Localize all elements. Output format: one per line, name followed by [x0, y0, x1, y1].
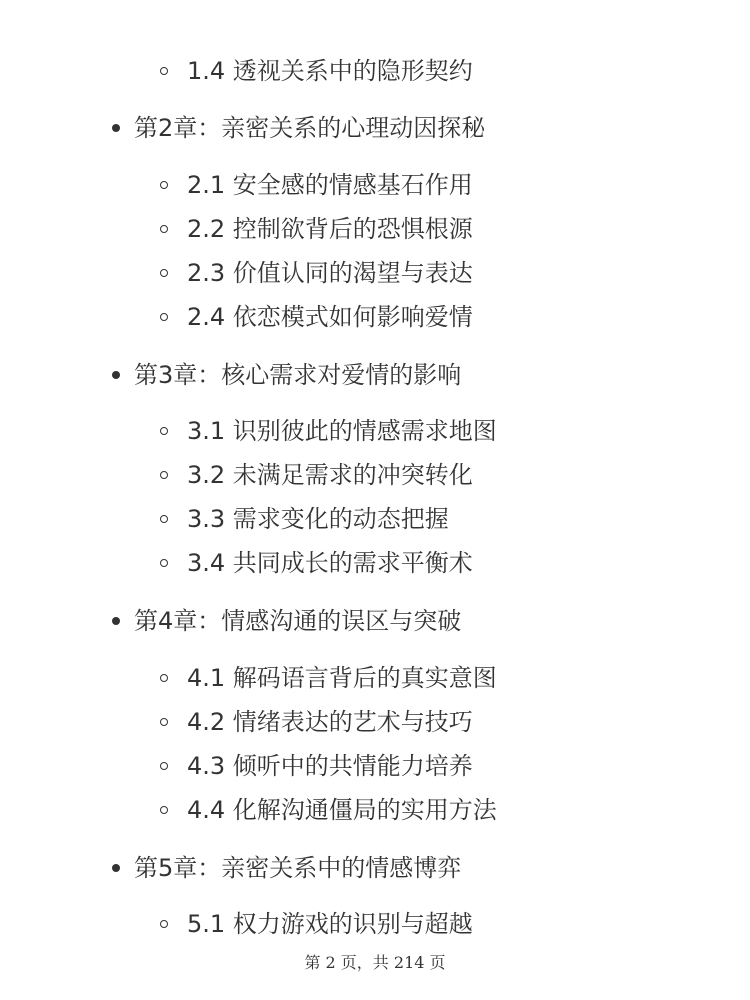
toc-section-item — [160, 297, 473, 337]
toc-section-item — [160, 658, 497, 698]
toc-section-item — [160, 543, 473, 583]
toc-section-item — [160, 746, 473, 786]
toc-section-item — [160, 411, 497, 451]
filled-bullet-icon — [112, 864, 120, 872]
toc-section-item — [160, 209, 473, 249]
hollow-bullet-icon — [160, 471, 168, 479]
toc-section-item — [160, 51, 473, 91]
hollow-bullet-icon — [160, 920, 168, 928]
hollow-bullet-icon — [160, 718, 168, 726]
toc-section-label: 3.2 未满足需求的冲突转化 — [187, 461, 473, 489]
toc-section-label: 5.1 权力游戏的识别与超越 — [187, 910, 473, 938]
toc-section-label: 4.3 倾听中的共情能力培养 — [187, 752, 473, 780]
page-number-footer: 第 2 页，共 214 页 — [304, 953, 446, 972]
hollow-bullet-icon — [160, 225, 168, 233]
hollow-bullet-icon — [160, 762, 168, 770]
toc-section-item — [160, 253, 473, 293]
toc-chapter-item — [112, 108, 485, 148]
toc-section-label: 2.3 价值认同的渴望与表达 — [187, 259, 473, 287]
toc-chapter-label: 第3章：核心需求对爱情的影响 — [134, 361, 462, 389]
toc-section-label: 4.2 情绪表达的艺术与技巧 — [187, 708, 473, 736]
toc-chapter-label: 第5章：亲密关系中的情感博弈 — [134, 854, 462, 882]
toc-chapter-label: 第2章：亲密关系的心理动因探秘 — [134, 114, 486, 142]
toc-section-label: 2.1 安全感的情感基石作用 — [187, 171, 473, 199]
filled-bullet-icon — [112, 371, 120, 379]
hollow-bullet-icon — [160, 515, 168, 523]
toc-chapter-item — [112, 601, 461, 641]
toc-section-item — [160, 702, 473, 742]
toc-section-item — [160, 790, 497, 830]
toc-section-label: 3.3 需求变化的动态把握 — [187, 505, 449, 533]
hollow-bullet-icon — [160, 67, 168, 75]
hollow-bullet-icon — [160, 313, 168, 321]
toc-section-label: 4.1 解码语言背后的真实意图 — [187, 664, 497, 692]
toc-section-label: 1.4 透视关系中的隐形契约 — [187, 57, 473, 85]
toc-section-label: 3.4 共同成长的需求平衡术 — [187, 549, 473, 577]
hollow-bullet-icon — [160, 181, 168, 189]
hollow-bullet-icon — [160, 269, 168, 277]
toc-section-label: 3.1 识别彼此的情感需求地图 — [187, 417, 497, 445]
filled-bullet-icon — [112, 124, 120, 132]
hollow-bullet-icon — [160, 674, 168, 682]
toc-chapter-label: 第4章：情感沟通的误区与突破 — [134, 607, 462, 635]
toc-section-item — [160, 455, 473, 495]
toc-chapter-item — [112, 848, 461, 888]
filled-bullet-icon — [112, 617, 120, 625]
toc-chapter-item — [112, 355, 461, 395]
toc-section-item — [160, 499, 449, 539]
hollow-bullet-icon — [160, 806, 168, 814]
hollow-bullet-icon — [160, 427, 168, 435]
toc-section-label: 2.4 依恋模式如何影响爱情 — [187, 303, 473, 331]
toc-section-label: 4.4 化解沟通僵局的实用方法 — [187, 796, 497, 824]
toc-section-item — [160, 904, 473, 944]
toc-section-label: 2.2 控制欲背后的恐惧根源 — [187, 215, 473, 243]
hollow-bullet-icon — [160, 559, 168, 567]
toc-section-item — [160, 165, 473, 205]
